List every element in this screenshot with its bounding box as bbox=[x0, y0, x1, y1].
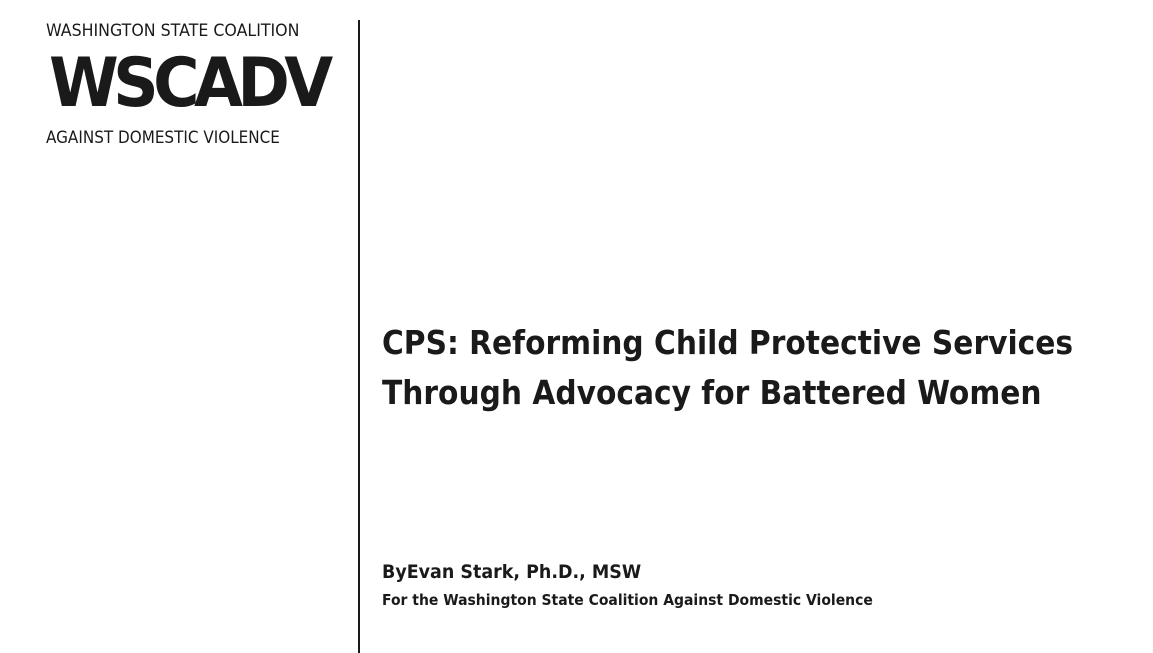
title-line-2: Through Advocacy for Battered Women bbox=[382, 373, 1042, 412]
logo-org-name-bottom: AGAINST DOMESTIC VIOLENCE bbox=[46, 128, 280, 148]
vertical-divider bbox=[358, 20, 360, 653]
logo-org-name-top: WASHINGTON STATE COALITION bbox=[46, 21, 300, 41]
title-line-1: CPS: Reforming Child Protective Services bbox=[382, 323, 1074, 362]
author-affiliation: For the Washington State Coalition Against Domestic Violence bbox=[382, 591, 873, 609]
author-byline: ByEvan Stark, Ph.D., MSW bbox=[382, 561, 642, 583]
document-title bbox=[382, 318, 1073, 418]
logo-wordmark: WSCADV bbox=[49, 44, 328, 123]
